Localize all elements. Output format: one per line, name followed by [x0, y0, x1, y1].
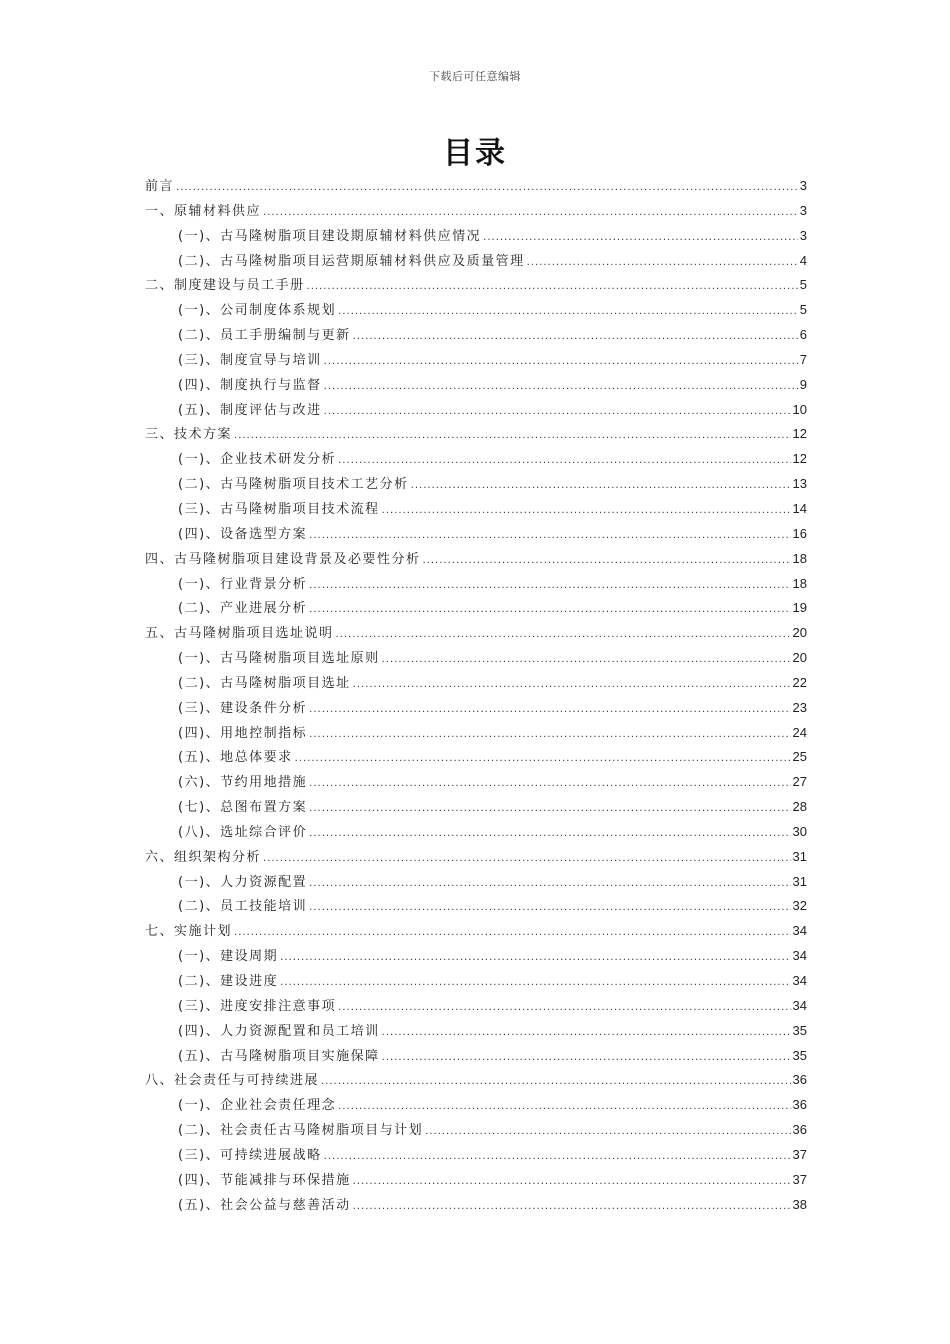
toc-leader-dots: [353, 679, 791, 690]
toc-leader-dots: [234, 430, 791, 441]
toc-entry-page-number: 34: [792, 973, 807, 988]
toc-entry[interactable]: [145, 1194, 807, 1219]
toc-entry-title: (一)、公司制度体系规划: [178, 303, 337, 319]
toc-leader-dots: [309, 902, 790, 913]
toc-entry-title: (四)、设备选型方案: [178, 526, 308, 542]
toc-entry[interactable]: [145, 473, 807, 498]
toc-entry-title: (五)、社会公益与慈善活动: [178, 1197, 351, 1213]
toc-leader-dots: [280, 952, 790, 963]
toc-entry-title: 六、组织架构分析: [145, 849, 262, 865]
toc-entry[interactable]: [145, 498, 807, 523]
toc-entry[interactable]: [145, 175, 807, 200]
toc-entry-page-number: 14: [792, 500, 807, 516]
toc-entry[interactable]: [145, 374, 807, 399]
toc-entry-title: (一)、古马隆树脂项目选址原则: [178, 651, 380, 667]
toc-leader-dots: [353, 1201, 791, 1212]
toc-entry-page-number: 5: [799, 302, 807, 318]
toc-entry[interactable]: [145, 299, 807, 324]
toc-entry-title: (一)、企业技术研发分析: [178, 452, 337, 468]
toc-entry[interactable]: [145, 399, 807, 424]
toc-entry[interactable]: [145, 846, 807, 871]
toc-entry[interactable]: [145, 1069, 807, 1094]
toc-entry[interactable]: [145, 771, 807, 796]
toc-entry[interactable]: [145, 523, 807, 548]
toc-entry-title: 八、社会责任与可持续进展: [145, 1073, 320, 1089]
toc-entry-title: 五、古马隆树脂项目选址说明: [145, 626, 334, 642]
toc-entry-title: (四)、人力资源配置和员工培训: [178, 1023, 380, 1039]
toc-entry[interactable]: [145, 722, 807, 747]
toc-entry-title: (一)、行业背景分析: [178, 576, 308, 592]
toc-entry-title: (二)、员工技能培训: [178, 899, 308, 915]
toc-entry-title: (三)、建设条件分析: [178, 700, 308, 716]
toc-entry-page-number: 10: [792, 401, 807, 417]
toc-leader-dots: [309, 778, 790, 789]
toc-leader-dots: [353, 331, 798, 342]
toc-leader-dots: [307, 281, 798, 292]
toc-leader-dots: [263, 207, 798, 218]
toc-entry-page-number: 31: [792, 873, 807, 889]
toc-entry[interactable]: [145, 423, 807, 448]
toc-leader-dots: [176, 182, 798, 193]
toc-entry[interactable]: [145, 349, 807, 374]
toc-entry-page-number: 12: [792, 426, 807, 442]
toc-leader-dots: [324, 381, 798, 392]
toc-title: 目录: [443, 136, 507, 171]
toc-leader-dots: [353, 1176, 791, 1187]
toc-entry[interactable]: [145, 1094, 807, 1119]
toc-entry-title: (八)、选址综合评价: [178, 824, 308, 840]
toc-leader-dots: [382, 1052, 791, 1063]
toc-entry-title: (一)、企业社会责任理念: [178, 1098, 337, 1114]
toc-entry-title: (四)、用地控制指标: [178, 725, 308, 741]
toc-entry[interactable]: [145, 821, 807, 846]
toc-entry-title: (五)、古马隆树脂项目实施保障: [178, 1048, 380, 1064]
toc-entry[interactable]: [145, 970, 807, 995]
toc-entry-page-number: 6: [799, 327, 807, 343]
toc-leader-dots: [527, 257, 798, 268]
toc-leader-dots: [338, 1101, 790, 1112]
toc-leader-dots: [382, 654, 791, 665]
toc-entry-page-number: 4: [799, 252, 807, 268]
toc-entry-page-number: 27: [792, 774, 807, 790]
toc-leader-dots: [324, 406, 791, 417]
toc-entry-title: 四、古马隆树脂项目建设背景及必要性分析: [145, 551, 421, 567]
toc-leader-dots: [338, 1002, 790, 1013]
toc-entry-page-number: 18: [792, 575, 807, 591]
toc-entry-page-number: 9: [799, 376, 807, 392]
toc-entry-title: 前言: [145, 179, 175, 194]
toc-entry[interactable]: [145, 1045, 807, 1070]
toc-entry[interactable]: [145, 995, 807, 1020]
toc-entry-title: (六)、节约用地措施: [178, 775, 308, 791]
toc-entry-page-number: 37: [792, 1171, 807, 1187]
toc-leader-dots: [425, 1126, 790, 1137]
toc-entry-page-number: 34: [792, 997, 807, 1013]
toc-entry-title: (三)、进度安排注意事项: [178, 998, 337, 1014]
toc-entry-title: (二)、古马隆树脂项目选址: [178, 675, 351, 691]
toc-leader-dots: [321, 1076, 791, 1087]
toc-leader-dots: [483, 232, 798, 243]
toc-entry-page-number: 24: [792, 724, 807, 740]
toc-leader-dots: [295, 753, 791, 764]
toc-entry[interactable]: [145, 920, 807, 945]
toc-entry-page-number: 20: [792, 650, 807, 666]
toc-entry[interactable]: [145, 448, 807, 473]
toc-entry[interactable]: [145, 1144, 807, 1169]
toc-entry[interactable]: [145, 1119, 807, 1144]
toc-entry[interactable]: [145, 895, 807, 920]
toc-leader-dots: [423, 555, 791, 566]
toc-entry-page-number: 34: [792, 923, 807, 939]
toc-entry[interactable]: [145, 697, 807, 722]
toc-entry-page-number: 37: [792, 1146, 807, 1162]
toc-leader-dots: [338, 306, 798, 317]
toc-entry-title: (二)、古马隆树脂项目技术工艺分析: [178, 477, 409, 493]
toc-leader-dots: [309, 580, 790, 591]
toc-entry-page-number: 36: [792, 1097, 807, 1113]
toc-leader-dots: [263, 853, 791, 864]
toc-entry-page-number: 30: [792, 823, 807, 839]
toc-entry-title: (五)、地总体要求: [178, 750, 293, 766]
toc-leader-dots: [309, 530, 790, 541]
table-of-contents: [145, 175, 807, 1218]
toc-leader-dots: [309, 729, 790, 740]
toc-entry-page-number: 31: [792, 848, 807, 864]
toc-entry-page-number: 22: [792, 674, 807, 690]
toc-entry-title: (一)、人力资源配置: [178, 874, 308, 890]
toc-leader-dots: [336, 629, 791, 640]
toc-entry-title: 三、技术方案: [145, 427, 233, 443]
toc-entry[interactable]: [145, 647, 807, 672]
toc-entry[interactable]: [145, 622, 807, 647]
toc-entry[interactable]: [145, 274, 807, 299]
toc-entry[interactable]: [145, 324, 807, 349]
header-note: 下载后可任意编辑: [429, 70, 521, 83]
toc-entry[interactable]: [145, 548, 807, 573]
toc-leader-dots: [280, 977, 790, 988]
toc-leader-dots: [309, 604, 790, 615]
toc-entry-title: 七、实施计划: [145, 924, 233, 940]
toc-entry-page-number: 34: [792, 948, 807, 964]
toc-entry-page-number: 32: [792, 898, 807, 914]
toc-entry-page-number: 36: [792, 1072, 807, 1088]
toc-leader-dots: [309, 803, 790, 814]
toc-leader-dots: [382, 505, 791, 516]
toc-entry[interactable]: [145, 1169, 807, 1194]
toc-entry[interactable]: [145, 597, 807, 622]
toc-entry-title: (二)、产业进展分析: [178, 601, 308, 617]
toc-entry-page-number: 16: [792, 525, 807, 541]
toc-entry[interactable]: [145, 573, 807, 598]
toc-entry-title: (三)、可持续进展战略: [178, 1147, 322, 1163]
toc-entry-title: 一、原辅材料供应: [145, 203, 262, 219]
toc-entry-title: (二)、员工手册编制与更新: [178, 328, 351, 344]
toc-entry[interactable]: [145, 250, 807, 275]
toc-entry-page-number: 12: [792, 451, 807, 467]
toc-leader-dots: [382, 1027, 791, 1038]
toc-leader-dots: [324, 356, 798, 367]
toc-entry-page-number: 36: [792, 1122, 807, 1138]
toc-entry-title: (一)、建设周期: [178, 949, 279, 965]
toc-entry-title: (四)、制度执行与监督: [178, 377, 322, 393]
toc-entry-page-number: 3: [799, 178, 807, 193]
toc-entry-page-number: 19: [792, 600, 807, 616]
toc-leader-dots: [234, 927, 791, 938]
toc-leader-dots: [309, 878, 790, 889]
toc-entry-page-number: 38: [792, 1196, 807, 1212]
toc-entry-title: (四)、节能减排与环保措施: [178, 1172, 351, 1188]
toc-entry-page-number: 28: [792, 799, 807, 815]
toc-entry-page-number: 3: [799, 202, 807, 218]
toc-entry-page-number: 18: [792, 550, 807, 566]
toc-entry[interactable]: [145, 796, 807, 821]
toc-entry-title: (五)、制度评估与改进: [178, 402, 322, 418]
toc-entry[interactable]: [145, 871, 807, 896]
toc-entry[interactable]: [145, 225, 807, 250]
toc-entry-title: 二、制度建设与员工手册: [145, 278, 305, 294]
toc-entry-page-number: 7: [799, 351, 807, 367]
toc-entry-page-number: 35: [792, 1047, 807, 1063]
toc-entry-page-number: 25: [792, 749, 807, 765]
toc-entry-title: (一)、古马隆树脂项目建设期原辅材料供应情况: [178, 228, 482, 244]
toc-leader-dots: [411, 480, 791, 491]
toc-entry-title: (二)、社会责任古马隆树脂项目与计划: [178, 1123, 424, 1139]
toc-leader-dots: [324, 1151, 791, 1162]
toc-entry-page-number: 13: [792, 476, 807, 492]
toc-entry[interactable]: [145, 945, 807, 970]
toc-leader-dots: [338, 455, 790, 466]
toc-entry-page-number: 23: [792, 699, 807, 715]
toc-entry-page-number: 3: [799, 227, 807, 243]
toc-entry[interactable]: [145, 1020, 807, 1045]
toc-leader-dots: [309, 704, 790, 715]
toc-entry-page-number: 5: [799, 277, 807, 293]
toc-entry-page-number: 35: [792, 1022, 807, 1038]
toc-entry-title: (二)、古马隆树脂项目运营期原辅材料供应及质量管理: [178, 253, 525, 269]
toc-entry-title: (七)、总图布置方案: [178, 800, 308, 816]
toc-entry-title: (二)、建设进度: [178, 974, 279, 989]
toc-leader-dots: [309, 828, 790, 839]
toc-entry[interactable]: [145, 672, 807, 697]
toc-entry-title: (三)、古马隆树脂项目技术流程: [178, 501, 380, 517]
toc-entry-title: (三)、制度宣导与培训: [178, 352, 322, 368]
toc-entry[interactable]: [145, 746, 807, 771]
toc-entry-page-number: 20: [792, 625, 807, 641]
toc-entry[interactable]: [145, 200, 807, 225]
